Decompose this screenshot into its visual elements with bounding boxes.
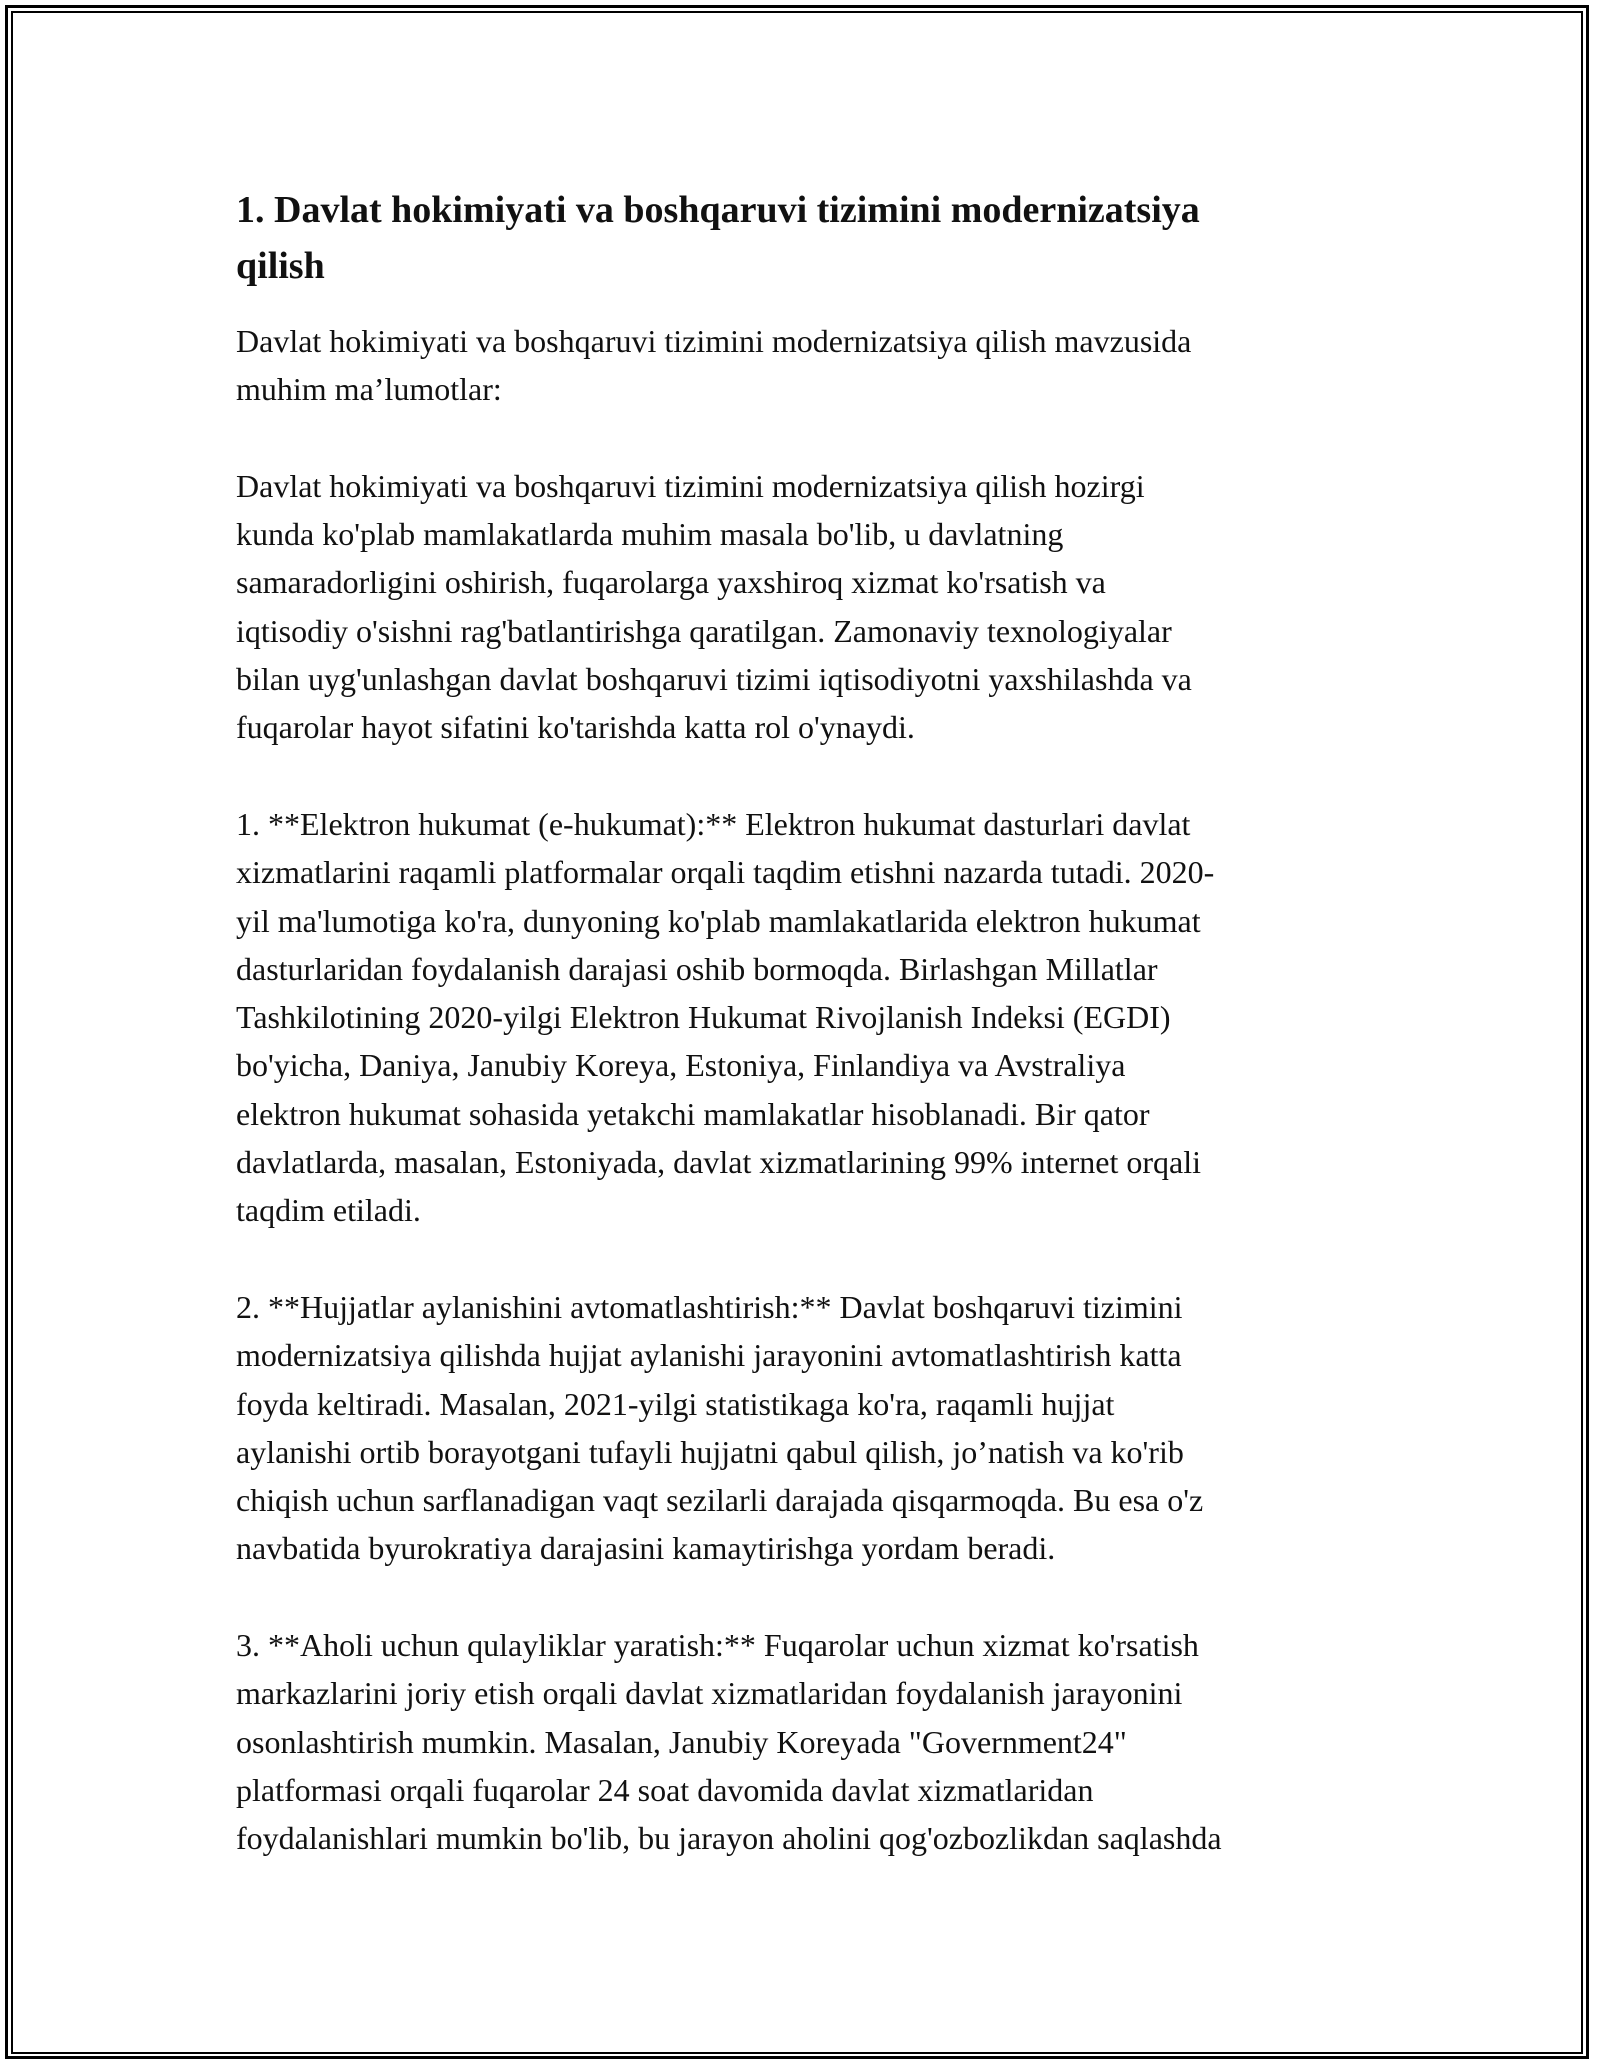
- e-government-paragraph: [236, 800, 1376, 1235]
- text-line: chiqish uchun sarflanadigan vaqt sezilarli darajada qisqarmoqda. Bu esa o'z: [236, 1482, 1204, 1519]
- text-line: taqdim etiladi.: [236, 1192, 421, 1229]
- text-line: modernizatsiya qilishda hujjat aylanishi jarayonini avtomatlashtirish katta: [236, 1337, 1182, 1374]
- text-line: muhim ma’lumotlar:: [236, 371, 502, 408]
- text-line: foydalanishlari mumkin bo'lib, bu jarayon aholini qog'ozbozlikdan saqlashda: [236, 1820, 1222, 1857]
- overview-paragraph: [236, 462, 1376, 752]
- text-line: yil ma'lumotiga ko'ra, dunyoning ko'plab mamlakatlarida elektron hukumat: [236, 902, 1201, 939]
- text-line: aylanishi ortib borayotgani tufayli hujjatni qabul qilish, jo’natish va ko'rib: [236, 1433, 1184, 1470]
- text-line: Tashkilotining 2020-yilgi Elektron Hukumat Rivojlanish Indeksi (EGDI): [236, 999, 1171, 1036]
- text-line: 2. **Hujjatlar aylanishini avtomatlashtirish:** Davlat boshqaruvi tizimini: [236, 1288, 1183, 1325]
- text-line: navbatida byurokratiya darajasini kamaytirishga yordam beradi.: [236, 1530, 1056, 1567]
- text-line: foyda keltiradi. Masalan, 2021-yilgi statistikaga ko'ra, raqamli hujjat: [236, 1385, 1115, 1422]
- text-line: iqtisodiy o'sishni rag'batlantirishga qaratilgan. Zamonaviy texnologiyalar: [236, 612, 1172, 649]
- text-line: markazlarini joriy etish orqali davlat xizmatlaridan foydalanish jarayonini: [236, 1675, 1183, 1712]
- text-line: fuqarolar hayot sifatini ko'tarishda katta rol o'ynaydi.: [236, 709, 915, 746]
- text-line: elektron hukumat sohasida yetakchi mamlakatlar hisoblanadi. Bir qator: [236, 1095, 1150, 1132]
- citizen-services-paragraph: [236, 1621, 1376, 1862]
- text-line: platformasi orqali fuqarolar 24 soat davomida davlat xizmatlaridan: [236, 1771, 1094, 1808]
- title-line: 1. Davlat hokimiyati va boshqaruvi tizimini modernizatsiya: [236, 189, 1200, 231]
- text-line: samaradorligini oshirish, fuqarolarga yaxshiroq xizmat ko'rsatish va: [236, 564, 1106, 601]
- document-automation-paragraph: [236, 1283, 1376, 1573]
- intro-paragraph: [236, 317, 1376, 414]
- text-line: bo'yicha, Daniya, Janubiy Koreya, Estoniya, Finlandiya va Avstraliya: [236, 1047, 1126, 1084]
- text-line: davlatlarda, masalan, Estoniyada, davlat xizmatlarining 99% internet orqali: [236, 1144, 1201, 1181]
- text-line: dasturlaridan foydalanish darajasi oshib bormoqda. Birlashgan Millatlar: [236, 950, 1158, 987]
- text-line: 3. **Aholi uchun qulayliklar yaratish:** Fuqarolar uchun xizmat ko'rsatish: [236, 1627, 1199, 1664]
- text-line: kunda ko'plab mamlakatlarda muhim masala bo'lib, u davlatning: [236, 516, 1064, 553]
- document-title: [236, 182, 1376, 294]
- text-line: bilan uyg'unlashgan davlat boshqaruvi tizimi iqtisodiyotni yaxshilashda va: [236, 661, 1192, 698]
- document-body: [236, 182, 1376, 1911]
- text-line: 1. **Elektron hukumat (e-hukumat):** Elektron hukumat dasturlari davlat: [236, 805, 1191, 842]
- text-line: osonlashtirish mumkin. Masalan, Janubiy Koreyada "Government24": [236, 1723, 1127, 1760]
- text-line: xizmatlarini raqamli platformalar orqali taqdim etishni nazarda tutadi. 2020-: [236, 854, 1215, 891]
- text-line: Davlat hokimiyati va boshqaruvi tizimini modernizatsiya qilish hozirgi: [236, 467, 1145, 504]
- text-line: Davlat hokimiyati va boshqaruvi tizimini modernizatsiya qilish mavzusida: [236, 323, 1192, 359]
- title-line: qilish: [236, 245, 325, 287]
